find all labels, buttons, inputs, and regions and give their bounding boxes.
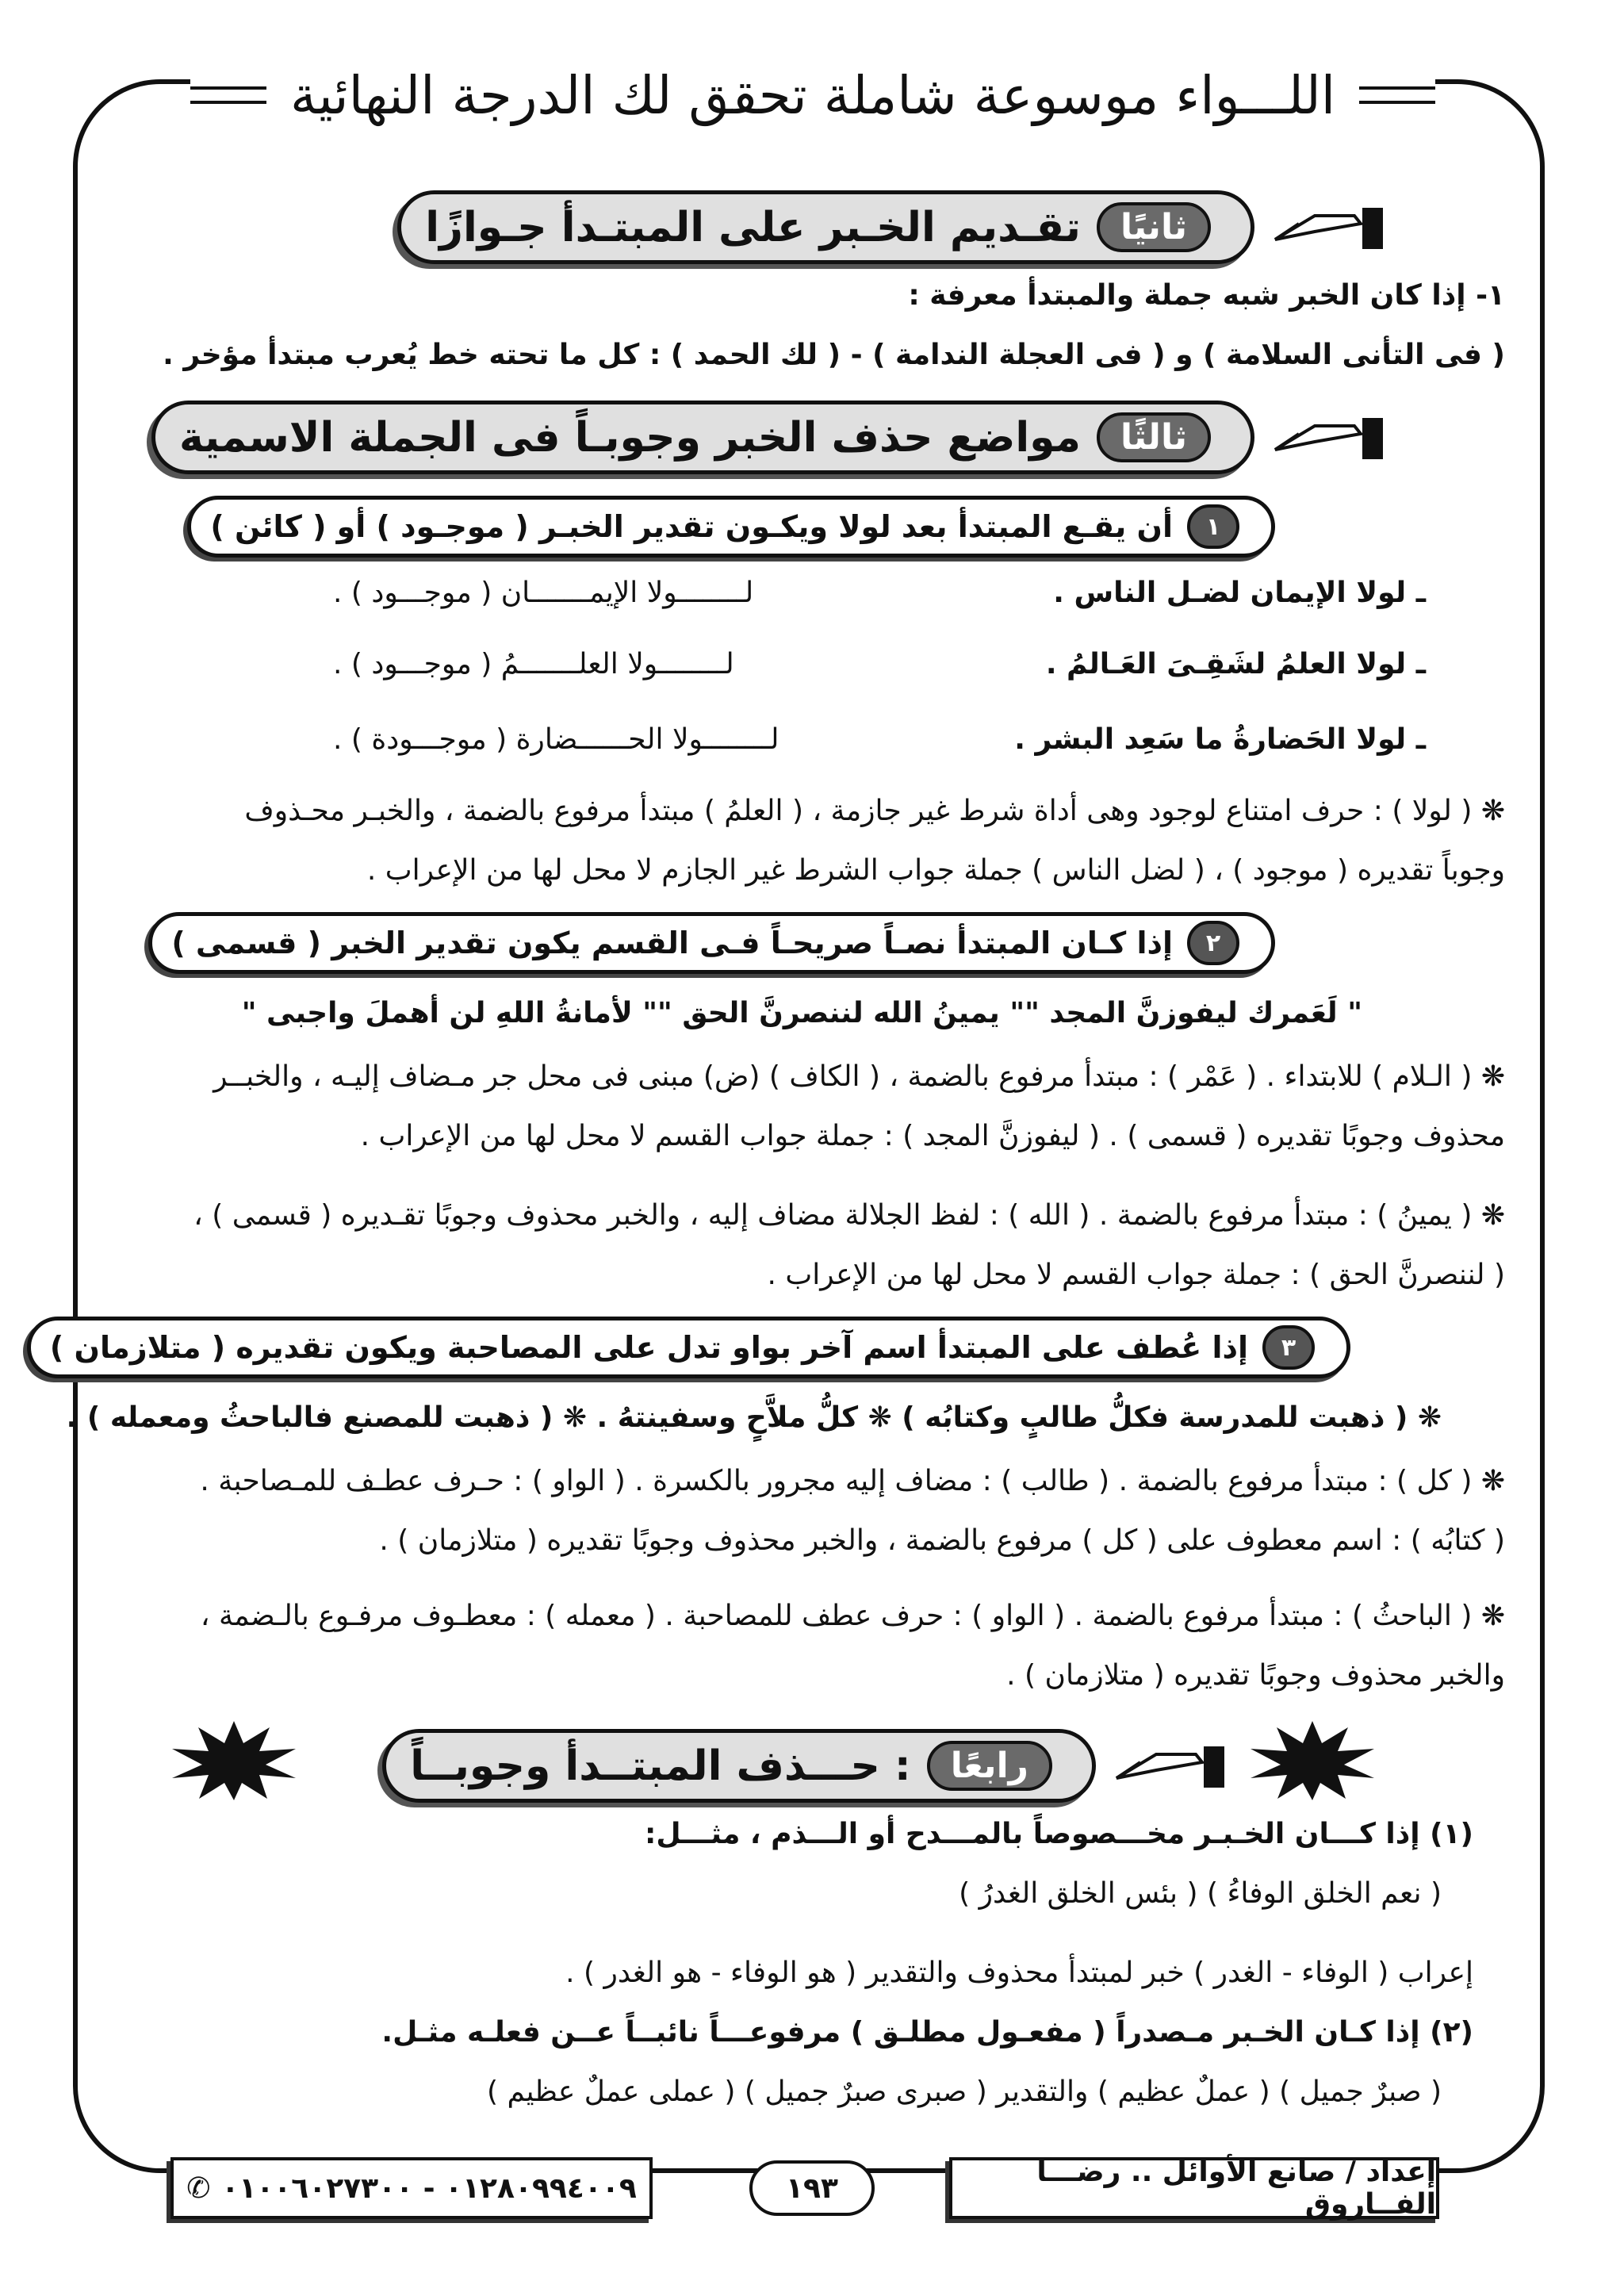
header-rule-right	[1359, 86, 1435, 104]
sec4-item-1-analysis: إعراب ( الوفاء - الغدر ) خبر لمبتدأ محذوف والتقدير ( هو الوفاء - هو الغدر ) .	[565, 1957, 1473, 1989]
section-title-2-text: تقـديم الخـبر على المبتـدأ جـوازًا	[425, 203, 1081, 251]
sec2-item-1: ١- إذا كان الخبر شبه جملة والمبتدأ معرفة :	[908, 279, 1505, 312]
subheading-1	[187, 496, 1275, 558]
lawla-note-line-2: وجوباً تقديره ( موجود ) ، ( لضل الناس ) جملة جواب الشرط غير الجازم لا محل لها من الإعراب .	[366, 854, 1505, 887]
sec2-example: ( فى التأنى السلامة ) و ( فى العجلة الندامة ) - ( لك الحمد ) : كل ما تحته خط يُعرب مبتدأ مؤخر .	[163, 339, 1505, 371]
page-footer	[170, 2157, 1439, 2221]
assoc-note-line-1: ❋ ( كل ) : مبتدأ مرفوع بالضمة . ( طالب ) : مضاف إليه مجرور بالكسرة . ( الواو ) : حـرف عطـف للمـصاحبة .	[200, 1465, 1505, 1497]
page-header	[190, 48, 1435, 143]
oath-example: " لأمانةُ اللهِ لن أهملَ واجبى "	[241, 997, 658, 1029]
lawla-sentence: ـ لولا الإيمان لضـل الناس .	[1053, 577, 1426, 609]
oath-note-line-3: ❋ ( يمينُ ) : مبتدأ مرفوع بالضمة . ( الله ) : لفظ الجلالة مضاف إليه ، والخبر محذوف وجوبًا تقـديره ( قسمى ) ،	[193, 1199, 1505, 1232]
pen-hand-icon	[1109, 1738, 1228, 1794]
starburst-icon	[1249, 1721, 1376, 1800]
sec4-item-1-example: ( نعم الخلق الوفاءُ ) ( بئس الخلق الغدرُ )	[959, 1877, 1442, 1910]
section-title-3-text: مواضع حذف الخبر وجوبـاً فى الجملة الاسمية	[178, 413, 1081, 462]
oath-note-line-2: محذوف وجوبًا تقديره ( قسمى ) . ( ليفوزنَّ المجد ) : جملة جواب القسم لا محل لها من الإعراب .	[360, 1120, 1505, 1152]
oath-examples-row	[241, 995, 1362, 1033]
lawla-analysis: لــــــــولا الحــــــضارة ( موجـــودة ) .	[333, 723, 779, 756]
lawla-sentence: ـ لولا الحَضارةُ ما سَعِد البشر .	[1014, 723, 1426, 756]
starburst-icon	[170, 1721, 297, 1800]
section-heading-3	[151, 401, 1386, 474]
lawla-example-row	[333, 722, 1426, 759]
footer-author	[949, 2157, 1439, 2219]
section-title-4-text: : حـــذف المبتــدأ وجوبــاً	[410, 1742, 911, 1790]
section-badge-4: رابعًا	[927, 1741, 1052, 1791]
lawla-note-line-1: ❋ ( لولا ) : حرف امتناع لوجود وهى أداة شرط غير جازمة ، ( العلمُ ) مبتدأ مرفوع بالضمة ، والخبـر محـذوف	[244, 795, 1505, 827]
footer-author-text: إعداد / صانع الأوائل .. رضـــا الفــاروق	[1036, 2156, 1436, 2221]
subheading-3-text: إذا عُطف على المبتدأ اسم آخر بواو تدل على المصاحبة ويكون تقديره ( متلازمان )	[49, 1330, 1248, 1365]
subheading-1-number: ١	[1187, 504, 1239, 549]
section-badge-2: ثانيًا	[1097, 202, 1211, 252]
lawla-analysis: لــــــــولا الإيمـــــــان ( موجـــود ) .	[333, 577, 754, 609]
oath-example: " لَعَمرك ليفوزنَّ المجد "	[1025, 997, 1362, 1029]
section-title-4	[382, 1729, 1096, 1803]
section-badge-3: ثالثًا	[1097, 412, 1211, 462]
section-heading-2	[397, 190, 1386, 264]
phone-icon: ✆	[186, 2171, 211, 2205]
subheading-2-number: ٢	[1187, 921, 1239, 965]
assoc-note-line-4: والخبر محذوف وجوبًا تقديره ( متلازمان ) .	[1006, 1659, 1505, 1692]
subheading-3-number: ٣	[1262, 1325, 1315, 1370]
sec4-item-2-example: ( صبرٌ جميل ) ( عملٌ عظيم ) والتقدير ( صبرى صبرٌ جميل ) ( عملى عملٌ عظيم )	[487, 2076, 1442, 2108]
assoc-examples: ❋ ( ذهبت للمدرسة فكلُّ طالبٍ وكتابُه ) ❋ كلُّ ملاَّحٍ وسفينتهُ . ❋ ( ذهبت للمصنع فالباحثُ ومعمله ) .	[66, 1401, 1442, 1434]
lawla-analysis: لــــــــولا العلـــــــمُ ( موجـــود ) .	[333, 648, 734, 680]
section-title-3	[151, 401, 1254, 474]
lawla-example-row	[333, 646, 1426, 684]
lawla-example-row	[333, 575, 1426, 612]
sec4-item-1: (١) إذا كـــان الخـبـر مخـــصوصاً بالمـــدح أو الـــذم ، مثـــل:	[644, 1818, 1473, 1850]
assoc-note-line-2: ( كتابُه ) : اسم معطوف على ( كل ) مرفوع بالضمة ، والخبر محذوف وجوبًا تقديره ( متلازمان ) .	[379, 1524, 1505, 1557]
section-title-2	[397, 190, 1254, 264]
oath-note-line-4: ( لننصرنَّ الحق ) : جملة جواب القسم لا محل لها من الإعراب .	[767, 1259, 1505, 1291]
sec4-item-2: (٢) إذا كـان الخـبر مـصدراً ( مفعـول مطلـق ) مرفوعـــاً نائبــاً عــن فعلـه مثـل.	[381, 2016, 1473, 2049]
pen-hand-icon	[1267, 200, 1386, 255]
oath-note-line-1: ❋ ( الـلام ) للابتداء . ( عَمْر ) : مبتدأ مرفوع بالضمة ، ( الكاف ) (ض) مبنى فى محل جر مـضاف إليـه ، والخبــر	[213, 1060, 1505, 1093]
subheading-3	[27, 1317, 1350, 1378]
pen-hand-icon	[1267, 410, 1386, 466]
header-rule-left	[190, 86, 266, 104]
subheading-2-text: إذا كـان المبتدأ نصـاً صريحـاً فـى القسم يكون تقدير الخبر ( قسمى )	[171, 926, 1173, 960]
footer-phones-text: ٠١٢٨٠٩٩٤٠٠٩ - ٠١٠٠٦٠٢٧٣٠٠	[221, 2171, 637, 2205]
oath-example: " يمينُ الله لننصرنَّ الحق "	[657, 997, 1025, 1029]
page-number: ١٩٣	[749, 2160, 875, 2216]
page-title: اللـــواء موسوعة شاملة تحقق لك الدرجة النهائية	[289, 64, 1336, 126]
footer-phones	[170, 2157, 653, 2219]
assoc-note-line-3: ❋ ( الباحثُ ) : مبتدأ مرفوع بالضمة . ( الواو ) : حرف عطف للمصاحبة . ( معمله ) : معطـوف مرفـوع بالـضمة ،	[200, 1600, 1505, 1632]
section-heading-4	[382, 1729, 1228, 1803]
lawla-sentence: ـ لولا العلمُ لشَقِـىَ العَـالمُ .	[1045, 648, 1426, 680]
subheading-1-text: أن يقـع المبتدأ بعد لولا ويكـون تقدير الخبـر ( موجـود ) أو ( كائن )	[210, 509, 1173, 544]
subheading-2	[148, 912, 1275, 974]
